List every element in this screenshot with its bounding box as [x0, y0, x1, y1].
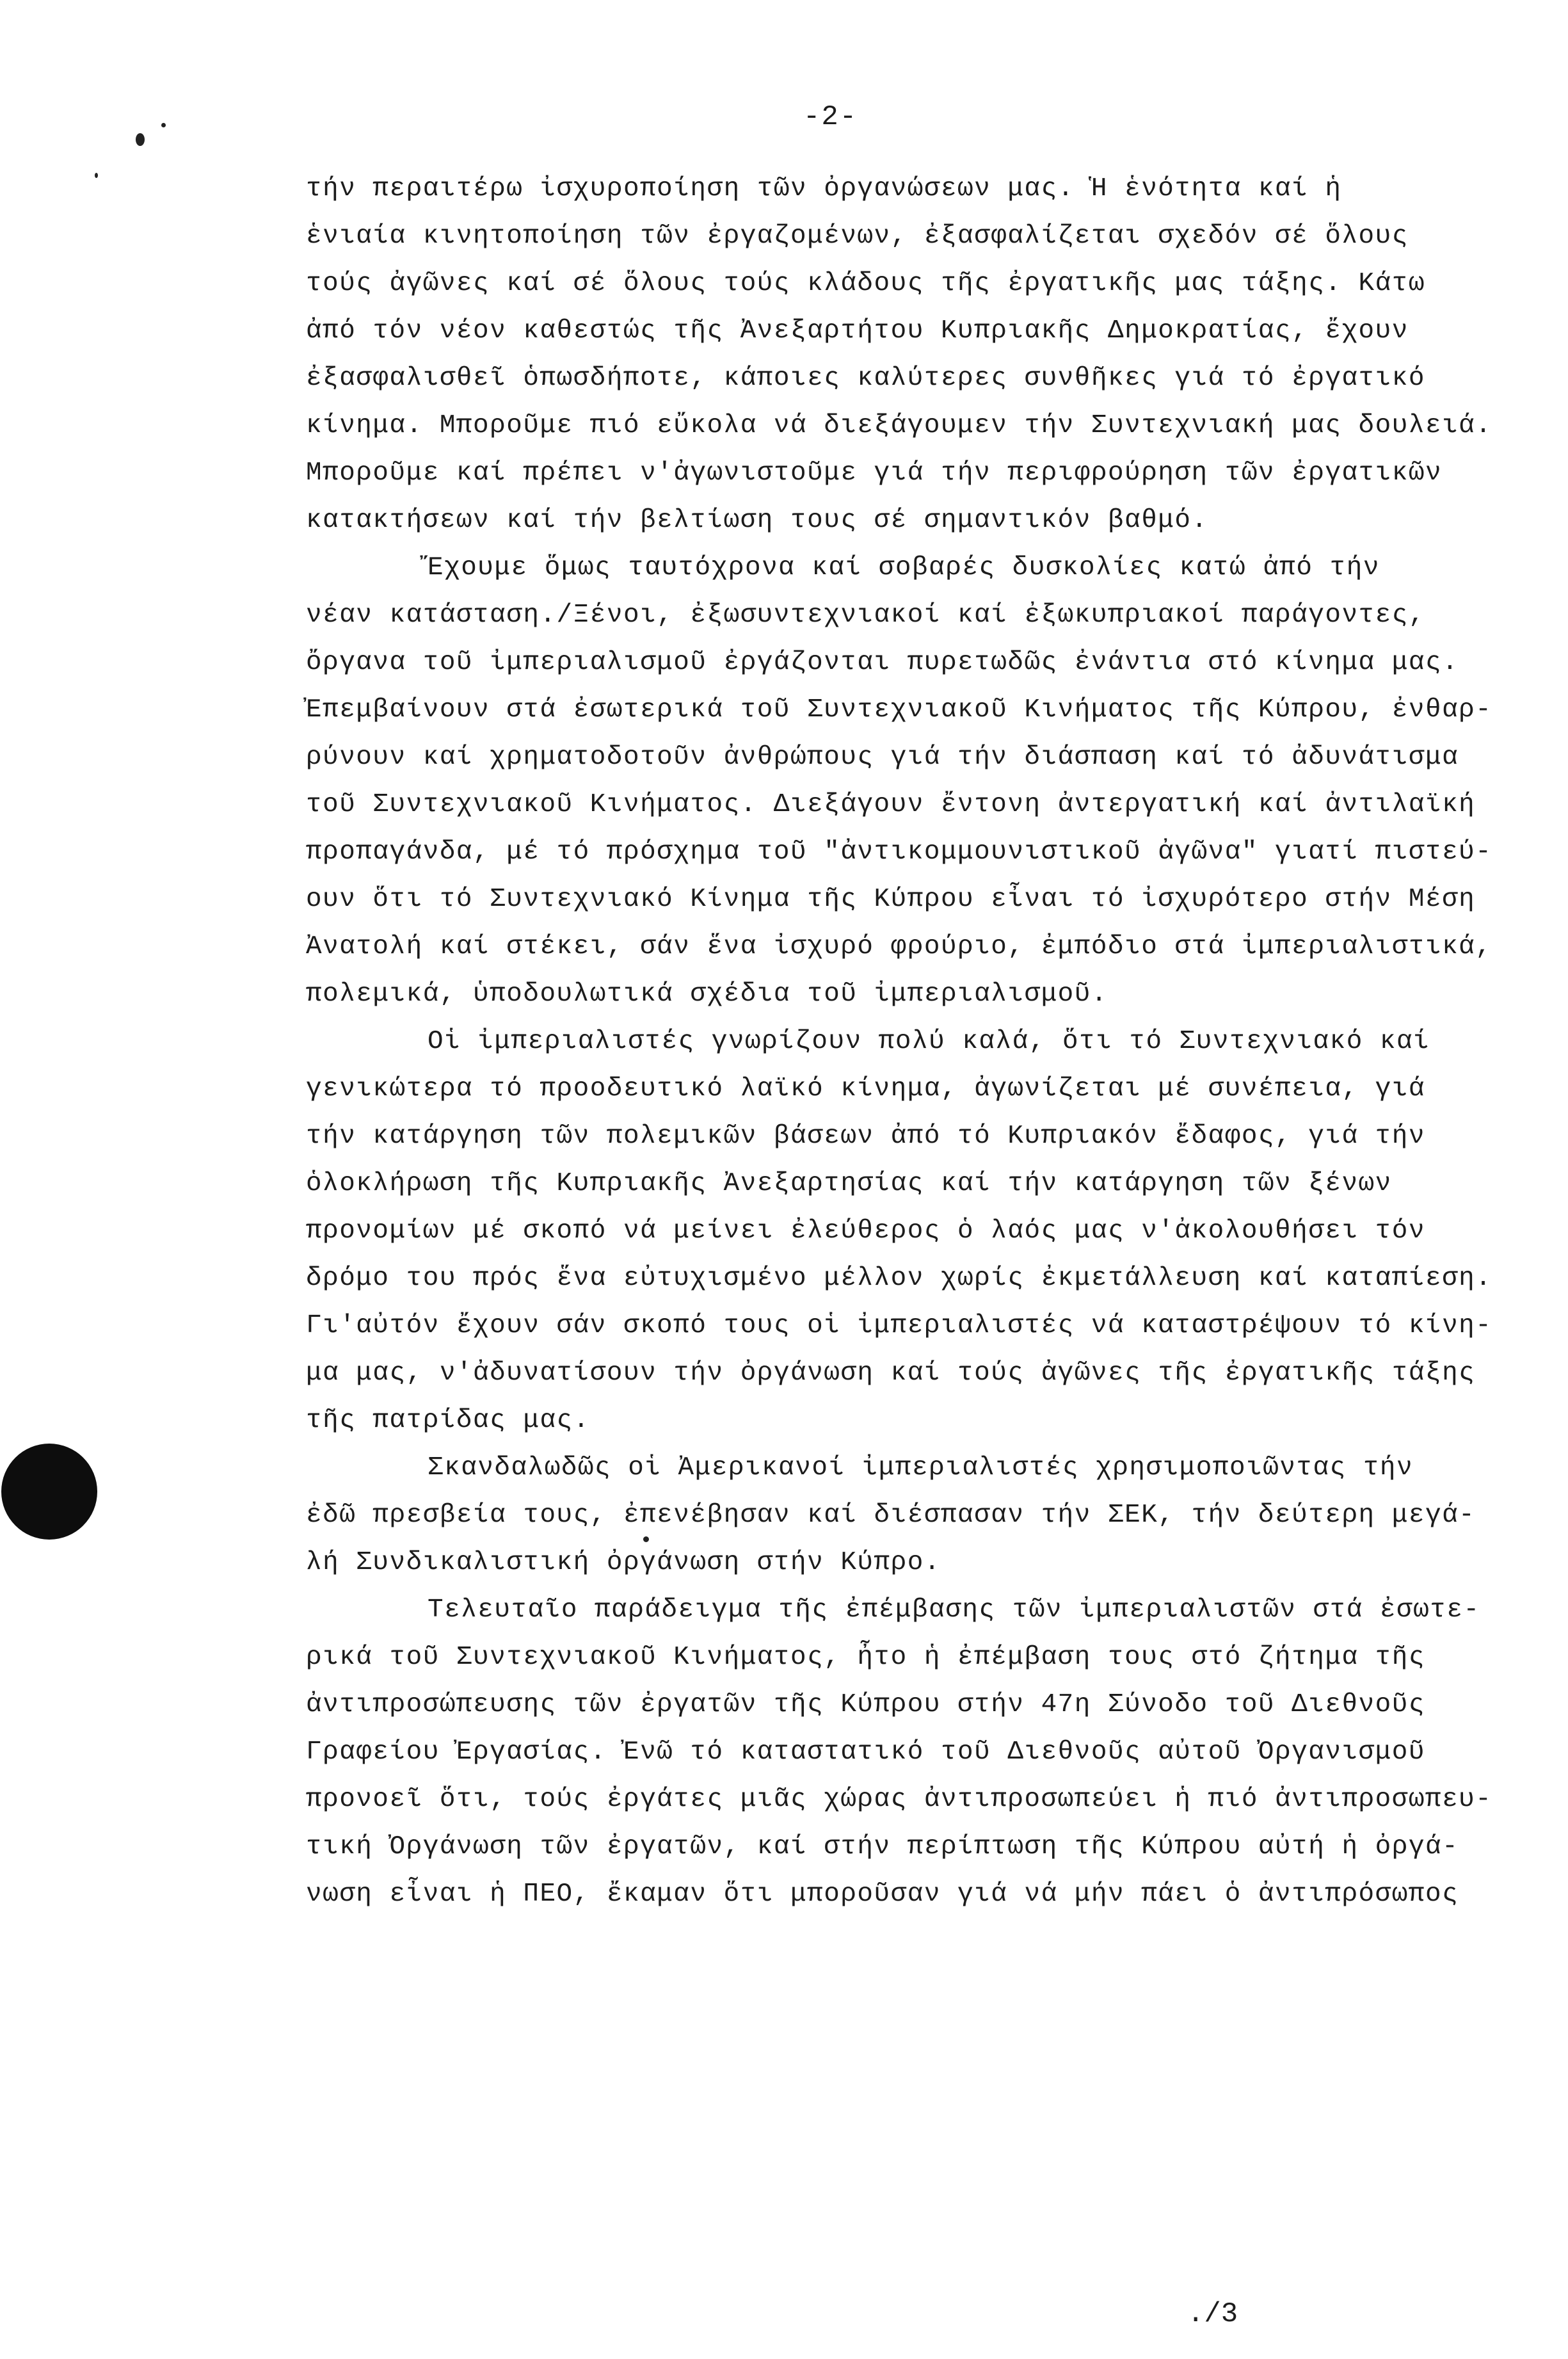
text-line: ἀντιπροσώπευσης τῶν ἐργατῶν τῆς Κύπρου στήν 47η Σύνοδο τοῦ Διεθνοῦς: [306, 1690, 1425, 1719]
scan-speck: [136, 133, 145, 146]
text-line: νωση εἶναι ἡ ΠΕΟ, ἔκαμαν ὅτι μποροῦσαν γιά νά μήν πάει ὁ ἀντιπρόσωπος: [306, 1880, 1459, 1909]
text-line: τοῦ Συντεχνιακοῦ Κινήματος. Διεξάγουν ἔντονη ἀντεργατική καί ἀντιλαϊκή: [306, 790, 1476, 819]
page-number: -2-: [803, 101, 858, 133]
punch-hole-mark: [1, 1444, 97, 1540]
text-line: γενικώτερα τό προοδευτικό λαϊκό κίνημα, ἀγωνίζεται μέ συνέπεια, γιά: [306, 1074, 1425, 1104]
continuation-marker: ./3: [1187, 2298, 1238, 2330]
text-line: Γραφείου Ἐργασίας. Ἐνῶ τό καταστατικό τοῦ Διεθνοῦς αὐτοῦ Ὀργανισμοῦ: [306, 1737, 1425, 1767]
text-line: ὄργανα τοῦ ἰμπεριαλισμοῦ ἐργάζονται πυρετωδῶς ἐνάντια στό κίνημα μας.: [306, 648, 1459, 677]
scan-speck: [95, 173, 98, 178]
text-line: λή Συνδικαλιστική ὀργάνωση στήν Κύπρο.: [306, 1548, 941, 1577]
text-line: ἑνιαία κινητοποίηση τῶν ἐργαζομένων, ἐξασφαλίζεται σχεδόν σέ ὅλους: [306, 221, 1409, 251]
text-line: ἐδῶ πρεσβεία τους, ἐπενέβησαν καί διέσπασαν τήν ΣΕΚ, τήν δεύτερη μεγά-: [306, 1501, 1476, 1530]
text-line: Ἐπεμβαίνουν στά ἐσωτερικά τοῦ Συντεχνιακοῦ Κινήματος τῆς Κύπρου, ἐνθαρ-: [306, 695, 1492, 725]
text-line: ρικά τοῦ Συντεχνιακοῦ Κινήματος, ἦτο ἡ ἐπέμβαση τους στό ζήτημα τῆς: [306, 1643, 1425, 1672]
text-line: Οἱ ἰμπεριαλιστές γνωρίζουν πολύ καλά, ὅτι τό Συντεχνιακό καί: [428, 1027, 1430, 1056]
text-line: ουν ὅτι τό Συντεχνιακό Κίνημα τῆς Κύπρου εἶναι τό ἰσχυρότερο στήν Μέση: [306, 885, 1476, 914]
text-line: προπαγάνδα, μέ τό πρόσχημα τοῦ "ἀντικομμουνιστικοῦ ἀγῶνα" γιατί πιστεύ-: [306, 837, 1492, 867]
text-line: προνοεῖ ὅτι, τούς ἐργάτες μιᾶς χώρας ἀντιπροσωπεύει ἡ πιό ἀντιπροσωπευ-: [306, 1785, 1492, 1814]
text-line: Γι'αὐτόν ἔχουν σάν σκοπό τους οἱ ἰμπεριαλιστές νά καταστρέψουν τό κίνη-: [306, 1311, 1492, 1341]
text-line: τήν περαιτέρω ἰσχυροποίηση τῶν ὀργανώσεων μας. Ἡ ἑνότητα καί ἡ: [306, 174, 1342, 204]
text-line: ἀπό τόν νέον καθεστώς τῆς Ἀνεξαρτήτου Κυπριακῆς Δημοκρατίας, ἔχουν: [306, 316, 1409, 346]
text-line: μα μας, ν'ἀδυνατίσουν τήν ὀργάνωση καί τούς ἀγῶνες τῆς ἐργατικῆς τάξης: [306, 1358, 1476, 1388]
text-line: πολεμικά, ὑποδουλωτικά σχέδια τοῦ ἰμπεριαλισμοῦ.: [306, 979, 1108, 1009]
scan-speck: [161, 123, 166, 127]
text-line: ὁλοκλήρωση τῆς Κυπριακῆς Ἀνεξαρτησίας καί τήν κατάργηση τῶν ξένων: [306, 1169, 1392, 1198]
body-text: [306, 165, 1522, 1918]
text-line: ἐξασφαλισθεῖ ὁπωσδήποτε, κάποιες καλύτερες συνθῆκες γιά τό ἐργατικό: [306, 364, 1425, 393]
text-line: τήν κατάργηση τῶν πολεμικῶν βάσεων ἀπό τό Κυπριακόν ἔδαφος, γιά τήν: [306, 1122, 1425, 1151]
text-line: ρύνουν καί χρηματοδοτοῦν ἀνθρώπους γιά τήν διάσπαση καί τό ἀδυνάτισμα: [306, 743, 1459, 772]
text-line: δρόμο του πρός ἕνα εὐτυχισμένο μέλλον χωρίς ἐκμετάλλευση καί καταπίεση.: [306, 1264, 1492, 1293]
text-line: Σκανδαλωδῶς οἱ Ἀμερικανοί ἰμπεριαλιστές χρησιμοποιῶντας τήν: [428, 1453, 1414, 1483]
text-line: Ἀνατολή καί στέκει, σάν ἕνα ἰσχυρό φρούριο, ἐμπόδιο στά ἰμπεριαλιστικά,: [306, 932, 1492, 962]
text-line: Ἔχουμε ὅμως ταυτόχρονα καί σοβαρές δυσκολίες κατώ ἀπό τήν: [428, 553, 1380, 583]
text-line: τούς ἀγῶνες καί σέ ὅλους τούς κλάδους τῆς ἐργατικῆς μας τάξης. Κάτω: [306, 269, 1425, 298]
text-line: Μποροῦμε καί πρέπει ν'ἀγωνιστοῦμε γιά τήν περιφρούρηση τῶν ἐργατικῶν: [306, 458, 1443, 488]
text-line: κατακτήσεων καί τήν βελτίωση τους σέ σημαντικόν βαθμό.: [306, 506, 1208, 535]
text-line: προνομίων μέ σκοπό νά μείνει ἐλεύθερος ὁ λαός μας ν'ἀκολουθήσει τόν: [306, 1216, 1425, 1246]
text-line: κίνημα. Μποροῦμε πιό εὔκολα νά διεξάγουμεν τήν Συντεχνιακή μας δουλειά.: [306, 411, 1492, 440]
text-line: Τελευταῖο παράδειγμα τῆς ἐπέμβασης τῶν ἰμπεριαλιστῶν στά ἐσωτε-: [428, 1595, 1480, 1625]
text-line: τῆς πατρίδας μας.: [306, 1406, 590, 1435]
text-line: τική Ὀργάνωση τῶν ἐργατῶν, καί στήν περίπτωση τῆς Κύπρου αὐτή ἡ ὀργά-: [306, 1832, 1459, 1862]
text-line: νέαν κατάσταση./Ξένοι, ἐξωσυντεχνιακοί καί ἐξωκυπριακοί παράγοντες,: [306, 600, 1425, 630]
